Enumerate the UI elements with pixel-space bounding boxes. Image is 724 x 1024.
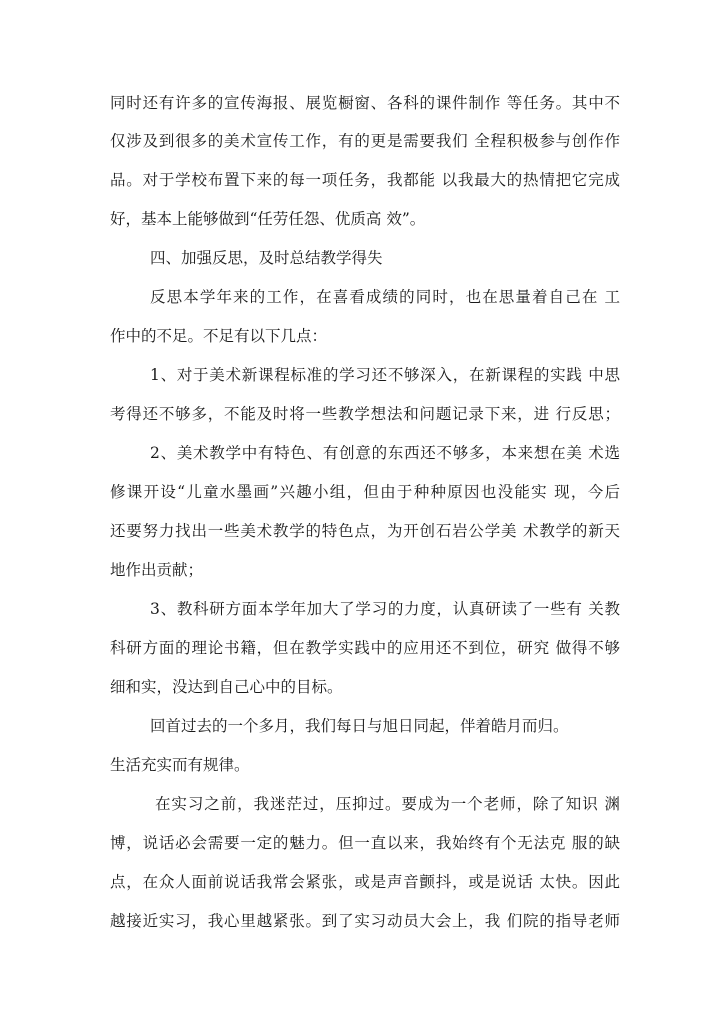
text-line: 好，基本上能够做到“任劳任怨、优质高 效”。 (110, 210, 426, 228)
text-line: 回首过去的一个多月，我们每日与旭日同起，伴着皓月而归。 (150, 717, 569, 735)
text-line: 生活充实而有规律。 (110, 756, 250, 774)
text-line: 科研方面的理论书籍，但在教学实践中的应用还不到位，研究 做得不够 (110, 639, 620, 657)
list-item-2: 2、美术教学中有特色、有创意的东西还不够多，本来想在美 术选 (150, 444, 620, 462)
text-line: 细和实，没达到自己心中的目标。 (110, 678, 343, 696)
text-line: 品。对于学校布置下来的每一项任务，我都能 以我最大的热情把它完成 (110, 171, 620, 189)
text-line: 考得还不够多，不能及时将一些教学想法和问题记录下来，进 行反思； (110, 405, 620, 423)
text-line: 地作出贡献； (110, 561, 204, 579)
text-line: 在实习之前，我迷茫过，压抑过。要成为一个老师，除了知识 渊 (155, 795, 620, 813)
section-heading: 四、加强反思，及时总结教学得失 (150, 249, 383, 267)
text-line: 还要努力找出一些美术教学的特色点，为开创石岩公学美 术教学的新天 (110, 522, 620, 540)
text-line: 越接近实习，我心里越紧张。到了实习动员大会上，我 们院的指导老师 (110, 912, 620, 930)
text-line: 反思本学年来的工作，在喜看成绩的同时，也在思量着自己在 工 (150, 288, 620, 306)
text-line: 同时还有许多的宣传海报、展览橱窗、各科的课件制作 等任务。其中不 (110, 94, 620, 112)
text-line: 点，在众人面前说话我常会紧张，或是声音颤抖，或是说话 太快。因此 (110, 873, 620, 891)
text-line: 仅涉及到很多的美术宣传工作，有的更是需要我们 全程积极参与创作作 (110, 132, 620, 150)
text-line: 博，说话必会需要一定的魅力。但一直以来，我始终有个无法克 服的缺 (110, 834, 620, 852)
list-item-3: 3、教科研方面本学年加大了学习的力度，认真研读了一些有 关教 (150, 600, 620, 618)
text-line: 修课开设“儿童水墨画”兴趣小组，但由于种种原因也没能实 现，今后 (110, 483, 620, 501)
text-line: 作中的不足。不足有以下几点： (110, 327, 328, 345)
list-item-1: 1、对于美术新课程标准的学习还不够深入，在新课程的实践 中思 (150, 366, 620, 384)
